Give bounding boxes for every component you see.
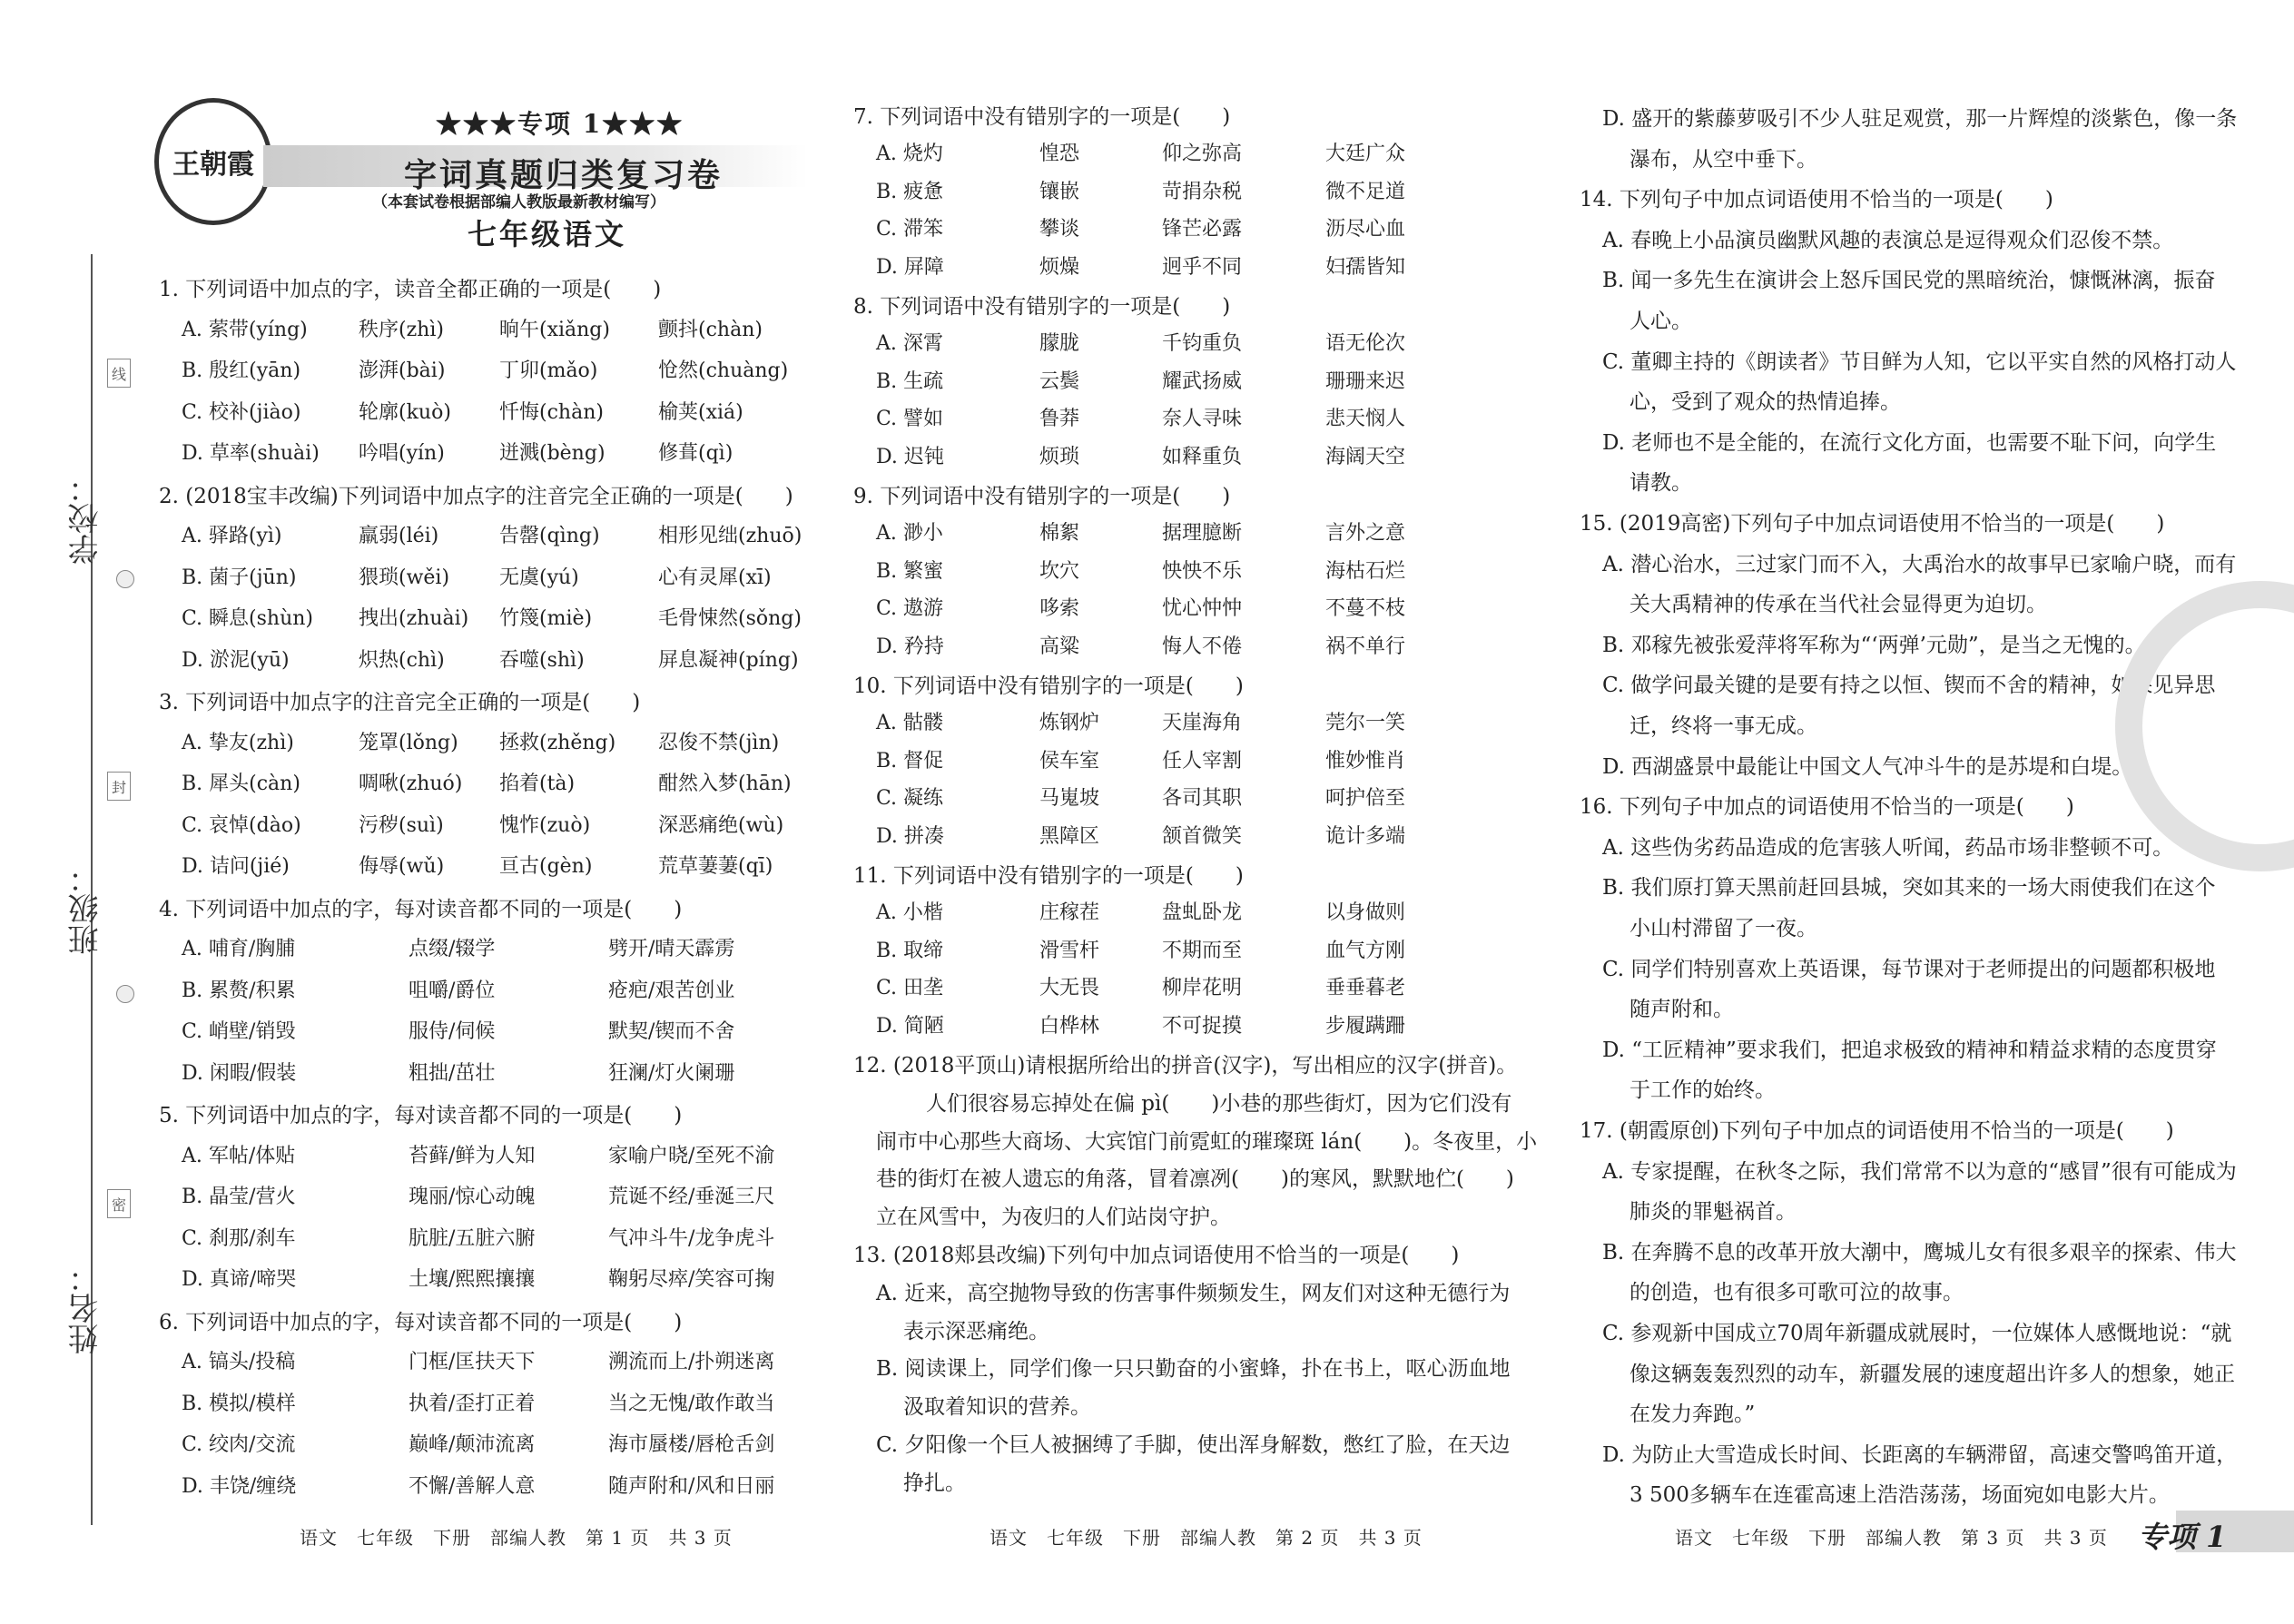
option-cell: 不懈/善解人意 (409, 1474, 536, 1498)
sentence-line: 肺炎的罪魁祸首。 (1629, 1200, 1797, 1225)
sentence-line: 于工作的始终。 (1629, 1078, 1776, 1103)
sentence-line: 挣扎。 (903, 1471, 966, 1495)
option-cell: 疮疤/艰苦创业 (608, 979, 735, 1002)
option-row (876, 366, 1489, 394)
page-title: 字词真题归类复习卷 (404, 156, 724, 194)
option-cell: A. 深霄 (876, 331, 943, 355)
option-cell: 忍俊不禁(jìn) (658, 731, 780, 754)
question-stem: 15. (2019高密)下列句子中加点词语使用不恰当的一项是( ) (1580, 512, 2165, 536)
option-row (182, 768, 822, 796)
option-row (182, 933, 817, 961)
option-cell: C. 譬如 (876, 408, 944, 431)
option-cell: 土壤/熙熙攘攘 (409, 1268, 536, 1291)
option-cell: 炽热(chì) (359, 648, 445, 672)
sentence-line: D. 盛开的紫藤萝吸引不少人驻足观赏，那一片辉煌的淡紫色，像一条 (1602, 107, 2238, 131)
option-cell: 拽出(zhuài) (359, 607, 469, 630)
option-cell: 酣然入梦(hān) (658, 773, 792, 795)
option-cell: B. 疲惫 (876, 180, 944, 203)
sentence-line: C. 参观新中国成立70周年新疆成就展时，一位媒体人感慨地说：“就 (1602, 1322, 2232, 1345)
sentence-line: D. “工匠精神”要求我们，把追求极致的精神和精益求精的态度贯穿 (1602, 1038, 2217, 1062)
option-cell: 天崖海角 (1162, 711, 1243, 734)
option-cell: B. 晶莹/营火 (182, 1186, 296, 1208)
sentence-line: C. 夕阳像一个巨人被捆缚了手脚，使出浑身解数，憋红了脸，在天边 (876, 1433, 1511, 1457)
sentence-line: D. 为防止大雪造成长时间、长距离的车辆滞留，高速交警鸣笛开道， (1602, 1442, 2238, 1467)
option-row (876, 251, 1489, 280)
option-row (182, 314, 822, 342)
option-cell: D. 闲暇/假装 (182, 1061, 297, 1085)
option-cell: 秩序(zhì) (359, 318, 444, 341)
option-cell: 轮廓(kuò) (359, 400, 451, 424)
option-cell: 哆索 (1039, 597, 1080, 621)
option-cell: 门框/匡扶天下 (409, 1351, 536, 1373)
question-stem: 11. 下列词语中没有错别字的一项是( ) (853, 864, 1244, 888)
option-cell: A. 驿路(yì) (182, 525, 282, 547)
option-cell: 随声附和/风和日丽 (608, 1474, 775, 1498)
question-stem: 17. (朝霞原创)下列句子中加点的词语使用不恰当的一项是( ) (1580, 1119, 2174, 1143)
option-cell: 言外之意 (1325, 521, 1406, 545)
option-cell: 黑障区 (1039, 825, 1100, 849)
option-row (876, 517, 1489, 546)
name-label: 姓名： (68, 1262, 104, 1354)
option-cell: 珊珊来迟 (1325, 369, 1406, 393)
option-cell: 悲天悯人 (1325, 408, 1406, 431)
option-cell: 亘古(gèn) (499, 855, 593, 878)
option-cell: 拯救(zhěng) (499, 731, 616, 754)
option-cell: 掐着(tà) (499, 773, 576, 795)
sentence-line: 立在风雪中，为夜归的人们站岗守护。 (876, 1206, 1231, 1230)
option-row (182, 810, 822, 838)
option-cell: C. 瞬息(shùn) (182, 607, 313, 630)
option-cell: 深恶痛绝(wù) (658, 813, 784, 837)
option-cell: 荒诞不经/垂涎三尺 (608, 1186, 775, 1208)
school-label: 学校： (68, 472, 104, 565)
option-row (182, 645, 822, 673)
option-cell: 忧心忡忡 (1162, 597, 1243, 621)
option-cell: 狂澜/灯火阑珊 (608, 1061, 735, 1085)
option-cell: 默契/锲而不舍 (608, 1020, 735, 1043)
bind-word-line: 线 (107, 359, 131, 388)
option-cell: 高粱 (1039, 635, 1080, 659)
question-stem: 3. 下列词语中加点字的注音完全正确的一项是( ) (159, 691, 641, 714)
sentence-line: 闹市中心那些大商场、大宾馆门前霓虹的璀璨斑 lán( )。冬夜里，小 (876, 1129, 1538, 1154)
option-cell: 鲁莽 (1039, 408, 1080, 431)
option-cell: 咀嚼/爵位 (409, 979, 496, 1002)
sentence-line: 关大禹精神的传承在当代社会显得更为迫切。 (1629, 593, 2047, 617)
bind-word-seal: 封 (107, 772, 131, 801)
option-cell: 炼钢炉 (1039, 711, 1100, 734)
sentence-line: 请教。 (1629, 471, 1692, 496)
option-cell: 大无畏 (1039, 977, 1100, 1000)
option-cell: 屏息凝神(píng) (658, 648, 799, 672)
option-row (876, 972, 1489, 1000)
option-cell: C. 刹那/刹车 (182, 1226, 296, 1250)
option-cell: 怏怏不乐 (1162, 559, 1243, 583)
option-cell: 服侍/伺候 (409, 1020, 496, 1043)
sentence-line: A. 近来，高空抛物导致的伤害事件频频发生，网友们对这种无德行为 (876, 1281, 1511, 1305)
option-cell: C. 遨游 (876, 597, 944, 621)
option-cell: B. 繁蜜 (876, 559, 944, 583)
option-cell: 如释重负 (1162, 446, 1243, 469)
option-cell: 苛捐杂税 (1162, 180, 1243, 203)
option-cell: 血气方刚 (1325, 939, 1406, 962)
sentence-line: 巷的街灯在被人遗忘的角落，冒着凛冽( )的寒风，默默地伫( ) (876, 1167, 1514, 1192)
option-cell: 污秽(suì) (359, 813, 444, 837)
option-cell: 啁啾(zhuó) (359, 773, 463, 795)
option-cell: 奈人寻味 (1162, 408, 1243, 431)
option-row (182, 1429, 817, 1457)
option-cell: 妇孺皆知 (1325, 256, 1406, 280)
option-row (182, 727, 822, 755)
option-cell: 竹篾(miè) (499, 607, 593, 630)
question-stem: 2. (2018宝丰改编)下列词语中加点字的注音完全正确的一项是( ) (159, 484, 793, 508)
option-row (876, 556, 1489, 584)
option-cell: B. 累赘/积累 (182, 979, 296, 1002)
option-cell: 不蔓不枝 (1325, 597, 1406, 621)
option-cell: 忏悔(chàn) (499, 400, 604, 424)
sentence-line: B. 邓稼先被张爱萍将军称为“‘两弹’元勋”，是当之无愧的。 (1602, 633, 2146, 657)
option-cell: 海阔天空 (1325, 446, 1406, 469)
option-cell: 据理臆断 (1162, 521, 1243, 545)
option-cell: 侯车室 (1039, 749, 1100, 773)
option-cell: 晌午(xiǎng) (499, 318, 610, 341)
sentence-line: 瀑布，从空中垂下。 (1629, 147, 1817, 172)
option-cell: A. 萦带(yíng) (182, 318, 308, 341)
option-cell: 朦胧 (1039, 331, 1080, 355)
option-row (876, 593, 1489, 621)
option-row (182, 1223, 817, 1251)
sentence-line: 人心。 (1629, 310, 1692, 333)
option-cell: 镶嵌 (1039, 180, 1080, 203)
option-cell: A. 镐头/投稿 (182, 1351, 296, 1373)
series-title: ★★★专项 1★★★ (436, 109, 684, 139)
option-row (182, 851, 822, 879)
option-cell: 锋芒必露 (1162, 218, 1243, 241)
sentence-line: 3 500多辆车在连霍高速上浩浩荡荡，场面宛如电影大片。 (1629, 1483, 2170, 1508)
question-stem: 13. (2018郏县改编)下列句中加点词语使用不恰当的一项是( ) (853, 1244, 1460, 1267)
option-cell: 微不足道 (1325, 180, 1406, 203)
sentence-line: A. 潜心治水，三过家门而不入，大禹治水的故事早已家喻户晓，而有 (1602, 552, 2237, 576)
option-cell: C. 校补(jiào) (182, 400, 301, 424)
option-cell: 呵护倍至 (1325, 787, 1406, 811)
option-row (876, 745, 1489, 773)
option-row (182, 1140, 817, 1168)
sentence-line: B. 阅读课上，同学们像一只只勤奋的小蜜蜂，扑在书上，呕心沥血地 (876, 1357, 1511, 1382)
option-cell: 毛骨悚然(sǒng) (658, 607, 802, 630)
option-cell: 马嵬坡 (1039, 787, 1100, 811)
bind-word-secret: 密 (107, 1189, 131, 1218)
option-cell: 吟唱(yín) (359, 442, 445, 465)
option-row (876, 176, 1489, 204)
option-cell: 棉絮 (1039, 521, 1080, 545)
option-cell: 吞噬(shì) (499, 648, 585, 672)
sentence-line: A. 春晚上小品演员幽默风趣的表演总是逗得观众们忍俊不禁。 (1602, 228, 2174, 252)
option-cell: 颤抖(chàn) (658, 318, 763, 341)
option-cell: 白桦林 (1039, 1015, 1100, 1038)
option-cell: 步履蹒跚 (1325, 1015, 1406, 1038)
option-cell: 颔首微笑 (1162, 825, 1243, 849)
option-cell: 榆荚(xiá) (658, 400, 743, 424)
option-cell: C. 绞肉/交流 (182, 1433, 296, 1456)
sentence-line: B. 我们原打算天黑前赶回县城，突如其来的一场大雨使我们在这个 (1602, 876, 2216, 901)
option-cell: 攀谈 (1039, 218, 1080, 241)
sentence-line: C. 同学们特别喜欢上英语课，每节课对于老师提出的问题都积极地 (1602, 957, 2216, 981)
option-row (182, 355, 822, 383)
question-stem: 6. 下列词语中加点的字，每对读音都不同的一项是( ) (159, 1310, 683, 1334)
option-row (182, 1016, 817, 1044)
option-cell: C. 滞笨 (876, 218, 944, 241)
option-cell: A. 小楷 (876, 901, 943, 924)
sentence-line: A. 这些伪劣药品造成的危害骇人听闻，药品市场非整顿不可。 (1602, 835, 2174, 860)
option-cell: D. 草率(shuài) (182, 442, 320, 465)
option-cell: 祸不单行 (1325, 635, 1406, 659)
option-row (182, 562, 822, 590)
option-cell: 海枯石烂 (1325, 559, 1406, 583)
binding-hole-icon (116, 985, 134, 1003)
option-cell: C. 哀悼(dào) (182, 813, 301, 837)
option-cell: 当之无愧/敢作敢当 (608, 1392, 775, 1415)
option-cell: B. 督促 (876, 749, 944, 773)
option-cell: C. 峭壁/销毁 (182, 1020, 296, 1043)
option-cell: 愧怍(zuò) (499, 813, 591, 837)
sentence-line: 迁，终将一事无成。 (1629, 714, 1817, 738)
option-cell: C. 凝练 (876, 787, 944, 811)
option-row (876, 1010, 1489, 1038)
option-cell: 滑雪杆 (1039, 939, 1100, 962)
option-row (182, 1471, 817, 1499)
option-cell: D. 丰饶/缠绕 (182, 1474, 297, 1498)
option-cell: 垂垂暮老 (1325, 977, 1406, 1000)
option-cell: 不可捉摸 (1162, 1015, 1243, 1038)
watermark-stamp (2115, 581, 2294, 871)
option-row (182, 438, 822, 466)
option-cell: B. 菌子(jūn) (182, 566, 297, 589)
option-row (876, 935, 1489, 963)
option-cell: B. 殷红(yān) (182, 359, 301, 382)
option-cell: C. 田垄 (876, 977, 944, 1000)
option-cell: 溯流而上/扑朔迷离 (608, 1351, 775, 1373)
sentence-line: 的创造，也有很多可歌可泣的故事。 (1629, 1281, 1964, 1305)
option-cell: 云鬓 (1039, 369, 1080, 393)
question-stem: 5. 下列词语中加点的字，每对读音都不同的一项是( ) (159, 1104, 683, 1127)
option-row (182, 397, 822, 425)
option-cell: 千钧重负 (1162, 331, 1243, 355)
option-cell: A. 挚友(zhì) (182, 731, 294, 754)
sentence-line: A. 专家提醒，在秋冬之际，我们常常不以为意的“感冒”很有可能成为 (1602, 1159, 2237, 1184)
option-cell: 无虞(yú) (499, 566, 579, 589)
option-row (182, 1058, 817, 1086)
option-row (876, 403, 1489, 431)
option-row (876, 821, 1489, 849)
question-stem: 10. 下列词语中没有错别字的一项是( ) (853, 674, 1244, 698)
option-cell: 沥尽心血 (1325, 218, 1406, 241)
option-cell: 丁卯(mǎo) (499, 359, 598, 382)
option-cell: A. 骷髅 (876, 711, 943, 734)
option-row (876, 897, 1489, 925)
class-label: 班级： (68, 862, 104, 955)
option-cell: 悔人不倦 (1162, 635, 1243, 659)
option-cell: A. 烧灼 (876, 142, 943, 165)
grade-subject: 七年级语文 (468, 217, 627, 251)
footer-page-1: 语文 七年级 下册 部编人教 第 1 页 共 3 页 (300, 1527, 733, 1549)
question-stem: 8. 下列词语中没有错别字的一项是( ) (853, 295, 1231, 319)
option-cell: 怆然(chuàng) (658, 359, 789, 382)
option-cell: 烦琐 (1039, 446, 1080, 469)
option-cell: 各司其职 (1162, 787, 1243, 811)
option-row (876, 328, 1489, 356)
option-cell: A. 哺育/胸脯 (182, 938, 296, 960)
option-cell: 迸溅(bèng) (499, 442, 605, 465)
option-cell: 惶恐 (1039, 142, 1080, 165)
option-row (182, 520, 822, 548)
sentence-line: 像这辆轰轰烈烈的动车，新疆发展的速度超出许多人的想象，她正 (1629, 1362, 2235, 1386)
option-row (876, 631, 1489, 659)
option-cell: D. 屏障 (876, 256, 944, 280)
option-cell: 巅峰/颠沛流离 (409, 1433, 536, 1456)
option-cell: 澎湃(bài) (359, 359, 446, 382)
option-cell: 盘虬卧龙 (1162, 901, 1243, 924)
option-cell: 心有灵犀(xī) (658, 566, 772, 589)
option-cell: 大廷广众 (1325, 142, 1406, 165)
option-cell: B. 生疏 (876, 369, 944, 393)
logo: 王朝霞 (154, 98, 272, 225)
section-tag: 专项 1 (2138, 1520, 2227, 1554)
option-row (182, 1181, 817, 1209)
option-row (182, 975, 817, 1003)
option-cell: D. 诘问(jié) (182, 855, 290, 878)
sentence-line: 汲取着知识的营养。 (903, 1395, 1091, 1420)
sentence-line: 心，受到了观众的热情追捧。 (1629, 390, 1901, 415)
option-cell: B. 模拟/模样 (182, 1392, 296, 1415)
option-cell: D. 拼凑 (876, 825, 944, 849)
option-cell: D. 简陋 (876, 1015, 944, 1038)
option-cell: 气冲斗牛/龙争虎斗 (608, 1226, 775, 1250)
option-cell: 柳岸花明 (1162, 977, 1243, 1000)
option-row (876, 441, 1489, 469)
option-cell: 羸弱(léi) (359, 525, 439, 547)
option-cell: 苔藓/鲜为人知 (409, 1144, 536, 1167)
sentence-line: 随声附和。 (1629, 998, 1734, 1022)
sentence-line: B. 闻一多先生在演讲会上怒斥国民党的黑暗统治，慷慨淋漓，振奋 (1602, 269, 2216, 293)
option-cell: A. 军帖/体贴 (182, 1144, 296, 1167)
option-cell: D. 矜持 (876, 635, 944, 659)
option-cell: 庄稼茬 (1039, 901, 1100, 924)
option-cell: 荒草萋萋(qī) (658, 855, 773, 878)
sentence-line: D. 西湖盛景中最能让中国文人气冲斗牛的是苏堤和白堤。 (1602, 754, 2133, 779)
option-cell: 以身做则 (1325, 901, 1406, 924)
question-stem: 1. 下列词语中加点的字，读音全都正确的一项是( ) (159, 278, 662, 301)
sentence-line: C. 做学问最关键的是要有持之以恒、锲而不舍的精神，如果见异思 (1602, 674, 2216, 698)
option-cell: 告罄(qìng) (499, 525, 600, 547)
option-row (182, 1264, 817, 1292)
option-cell: A. 渺小 (876, 521, 943, 545)
sentence-line: 表示深恶痛绝。 (903, 1319, 1049, 1343)
question-stem: 7. 下列词语中没有错别字的一项是( ) (853, 105, 1231, 129)
option-cell: 猥琐(wěi) (359, 566, 450, 589)
question-stem: 12. (2018平顶山)请根据所给出的拼音(汉字)，写出相应的汉字(拼音)。 (853, 1054, 1518, 1078)
option-cell: 瑰丽/惊心动魄 (409, 1186, 536, 1208)
option-cell: 相形见绌(zhuō) (658, 525, 802, 547)
option-cell: 修葺(qì) (658, 442, 733, 465)
option-cell: 莞尔一笑 (1325, 711, 1406, 734)
binding-hole-icon (116, 570, 134, 588)
footer-page-2: 语文 七年级 下册 部编人教 第 2 页 共 3 页 (989, 1527, 1423, 1549)
option-cell: 粗拙/茁壮 (409, 1061, 496, 1085)
option-cell: 烦燥 (1039, 256, 1080, 280)
option-row (182, 603, 822, 631)
question-stem: 16. 下列句子中加点的词语使用不恰当的一项是( ) (1580, 795, 2074, 820)
option-row (876, 707, 1489, 735)
option-cell: D. 淤泥(yū) (182, 648, 290, 672)
option-cell: 笼罩(lǒng) (359, 731, 458, 754)
option-cell: D. 迟钝 (876, 446, 944, 469)
option-cell: 迥乎不同 (1162, 256, 1243, 280)
option-cell: 侮辱(wǔ) (359, 855, 445, 878)
option-cell: 任人宰割 (1162, 749, 1243, 773)
question-stem: 9. 下列词语中没有错别字的一项是( ) (853, 485, 1231, 508)
sentence-line: 小山村滞留了一夜。 (1629, 917, 1817, 940)
sentence-line: C. 董卿主持的《朗读者》节目鲜为人知，它以平实自然的风格打动人 (1602, 349, 2237, 374)
sentence-line: 人们很容易忘掉处在偏 pì( )小巷的那些街灯，因为它们没有 (926, 1091, 1512, 1116)
option-cell: 海市蜃楼/唇枪舌剑 (608, 1433, 775, 1456)
option-cell: 仰之弥高 (1162, 142, 1243, 165)
option-cell: 劈开/晴天霹雳 (608, 938, 735, 960)
option-cell: 执着/歪打正着 (409, 1392, 536, 1415)
option-cell: B. 犀头(càn) (182, 773, 300, 795)
option-row (876, 213, 1489, 241)
footer-page-3: 语文 七年级 下册 部编人教 第 3 页 共 3 页 (1675, 1527, 2108, 1549)
question-stem: 14. 下列句子中加点词语使用不恰当的一项是( ) (1580, 188, 2053, 212)
option-cell: 坎穴 (1039, 559, 1080, 583)
sentence-line: D. 老师也不是全能的，在流行文化方面，也需要不耻下问，向学生 (1602, 430, 2217, 455)
option-cell: D. 真谛/啼哭 (182, 1268, 297, 1291)
sentence-line: B. 在奔腾不息的改革开放大潮中，鹰城儿女有很多艰辛的探索、伟大 (1602, 1240, 2237, 1265)
option-cell: B. 取缔 (876, 939, 944, 962)
option-row (876, 138, 1489, 166)
sentence-line: 在发力奔跑。” (1629, 1403, 1756, 1427)
option-cell: 家喻户晓/至死不渝 (608, 1144, 775, 1167)
option-cell: 鞠躬尽瘁/笑容可掬 (608, 1268, 775, 1291)
option-row (182, 1388, 817, 1416)
option-cell: 惟妙惟肖 (1325, 749, 1406, 773)
option-cell: 诡计多端 (1325, 825, 1406, 849)
option-row (182, 1346, 817, 1374)
option-cell: 语无伦次 (1325, 331, 1406, 355)
edition-note: （本套试卷根据部编人教版最新教材编写） (372, 193, 665, 212)
option-row (876, 782, 1489, 811)
question-stem: 4. 下列词语中加点的字，每对读音都不同的一项是( ) (159, 897, 683, 921)
option-cell: 肮脏/五脏六腑 (409, 1226, 536, 1250)
option-cell: 不期而至 (1162, 939, 1243, 962)
option-cell: 耀武扬威 (1162, 369, 1243, 393)
option-cell: 点缀/辍学 (409, 938, 496, 960)
